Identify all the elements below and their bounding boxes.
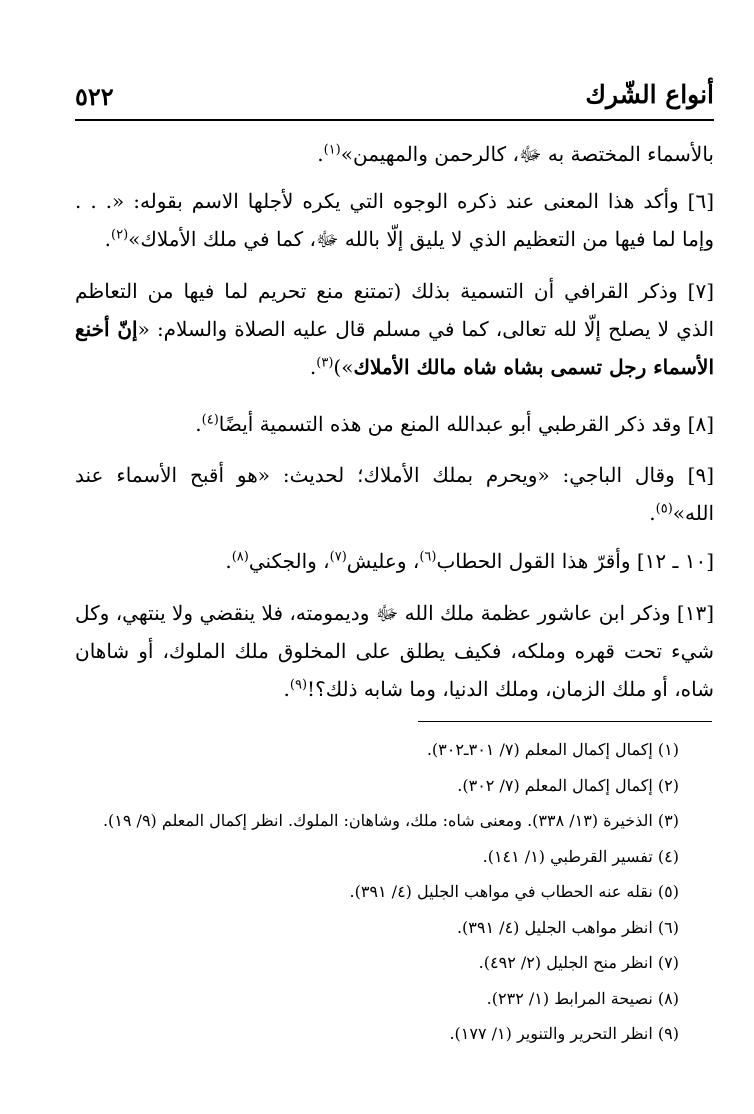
paragraph-text: [٨] وقد ذكر القرطبي أبو عبدالله المنع من هذه التسمية أيضًا	[218, 412, 714, 436]
footnote-separator	[418, 721, 712, 722]
page-header	[75, 80, 714, 118]
paragraph-end: .	[225, 549, 232, 573]
footnote-ref-5: (٥)	[655, 501, 673, 517]
page-number: ٥٢٢	[75, 82, 114, 111]
paragraph-text: [٩] وقال الباجي: «ويحرم بملك الأملاك؛ لحديث: «هو أقبح الأسماء عند الله»	[75, 463, 714, 525]
paragraph-end: .	[195, 412, 202, 436]
paragraph-10-12	[75, 542, 714, 580]
paragraph-9	[75, 456, 714, 532]
paragraph-0	[75, 135, 714, 173]
footnote-6: (٦) انظر مواهب الجليل (٤/ ٣٩١).	[456, 917, 679, 937]
paragraph-end: .	[649, 501, 656, 525]
footnote-ref-6: (٦)	[419, 549, 437, 565]
footnote-4: (٤) تفسير القرطبي (١/ ١٤١).	[482, 846, 679, 866]
footnote-ref-8: (٨)	[231, 549, 249, 565]
header-rule	[75, 119, 714, 121]
paragraph-end: .	[283, 677, 290, 701]
hadith-quote: إنّ أخنع الأسماء رجل تسمى بشاه شاه مالك الأملاك	[75, 317, 714, 379]
footnote-ref-9: (٩)	[289, 677, 308, 693]
paragraph-text-cont: ، والجكني	[248, 549, 330, 573]
paragraph-text-cont: ، وعليش	[346, 549, 420, 573]
footnote-1: (١) إكمال إكمال المعلم (٧/ ٣٠١ـ٣٠٢).	[426, 740, 679, 759]
footnote-ref-7: (٧)	[329, 549, 347, 565]
footnote-5: (٥) نقله عنه الحطاب في مواهب الجليل (٤/ ٣٩١).	[349, 882, 679, 901]
footnote-3: (٣) الذخيرة (١٣/ ٣٣٨). ومعنى شاه: ملك، وشاهان: الملوك. انظر إكمال المعلم (٩/ ١٩).	[102, 811, 679, 830]
footnotes	[60, 738, 679, 1058]
paragraph-text-cont: »)	[333, 355, 354, 379]
footnote-9: (٩) انظر التحرير والتنوير (١/ ١٧٧).	[449, 1024, 679, 1043]
paragraph-text: [١٣] وذكر ابن عاشور عظمة ملك الله ﷻ وديمومته، فلا ينقضي ولا ينتهي، وكل شيء تحت قهره وملكه، فكيف يطلق على المخلوق ملك الملوك، أو شاهان شاه، أو ملك الزمان، وملك الدنيا، وما شابه ذلك؟!	[75, 601, 714, 701]
footnote-7: (٧) انظر منح الجليل (٢/ ٤٩٢).	[478, 953, 679, 972]
paragraph-text: بالأسماء المختصة به ﷻ، كالرحمن والمهيمن»	[340, 142, 714, 166]
footnote-ref-1: (١)	[323, 142, 341, 158]
paragraph-text: [١٠ ـ ١٢] وأقرّ هذا القول الحطاب	[436, 549, 714, 573]
paragraph-13	[75, 594, 714, 708]
paragraph-text: [٧] وذكر القرافي أن التسمية بذلك (تمتنع منع تحريم لما فيها من التعاظم الذي لا يصلح إلّا لله تعالى، كما في مسلم قال عليه الصلاة والسلام: «	[75, 279, 714, 341]
paragraph-end: .	[317, 142, 324, 166]
paragraph-end: .	[104, 227, 112, 251]
footnote-8: (٨) نصيحة المرابط (١/ ٢٣٢).	[486, 988, 679, 1008]
footnote-2: (٢) إكمال إكمال المعلم (٧/ ٣٠٢).	[457, 775, 679, 795]
paragraph-text: [٦] وأكد هذا المعنى عند ذكره الوجوه التي يكره لأجلها الاسم بقوله: «. . . وإما لما فيها من التعظيم الذي لا يليق إلّا بالله ﷻ، كما في ملك الأملاك»	[75, 189, 714, 251]
footnote-ref-3: (٣)	[316, 355, 334, 371]
running-title: أنواع الشّرك	[585, 80, 714, 109]
paragraph-6	[75, 182, 714, 258]
paragraph-end: .	[309, 355, 317, 379]
footnote-ref-2: (٢)	[111, 227, 129, 243]
paragraph-7	[75, 272, 714, 386]
footnote-ref-4: (٤)	[201, 412, 219, 428]
paragraph-8	[75, 405, 714, 443]
